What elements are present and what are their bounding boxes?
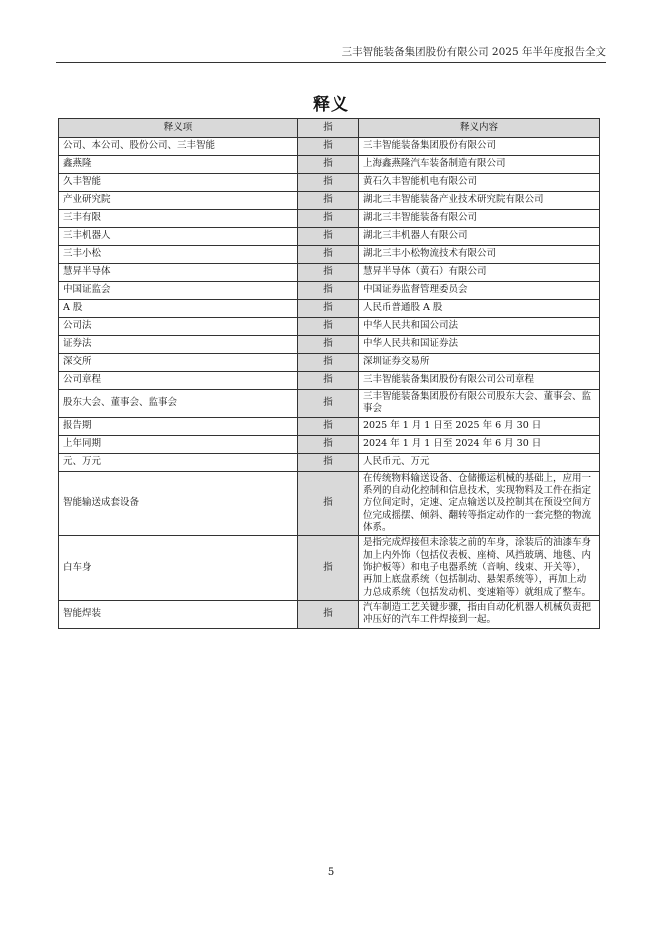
row-mark: 指 [298, 246, 359, 264]
row-term: 中国证监会 [59, 282, 298, 300]
row-term: 三丰小松 [59, 246, 298, 264]
page-number: 5 [327, 867, 335, 878]
column-header-mark: 指 [298, 119, 359, 138]
row-definition: 在传统物料输送设备、仓储搬运机械的基础上，应用一系列的自动化控制和信息技术，实现物料及工件在指定方位间定时，定速、定点输送以及控制其在预设空间方位完成摇摆、倾斜、翻转等指定动作的一套完整的物流体系。 [359, 471, 600, 536]
row-term: 公司章程 [59, 372, 298, 390]
row-term: 证券法 [59, 336, 298, 354]
glossary-body [59, 138, 600, 629]
row-term: 公司法 [59, 318, 298, 336]
table-row [59, 417, 600, 435]
row-term: 上年同期 [59, 435, 298, 453]
row-mark: 指 [298, 174, 359, 192]
row-mark: 指 [298, 601, 359, 629]
glossary-table [58, 118, 600, 629]
row-term: 深交所 [59, 354, 298, 372]
table-row [59, 601, 600, 629]
row-definition: 三丰智能装备集团股份有限公司股东大会、董事会、监事会 [359, 390, 600, 418]
row-definition: 湖北三丰智能装备产业技术研究院有限公司 [359, 192, 600, 210]
row-definition: 中华人民共和国公司法 [359, 318, 600, 336]
row-mark: 指 [298, 210, 359, 228]
row-definition: 2024 年 1 月 1 日至 2024 年 6 月 30 日 [359, 435, 600, 453]
row-term: 鑫燕隆 [59, 156, 298, 174]
table-row [59, 246, 600, 264]
row-mark: 指 [298, 264, 359, 282]
table-row [59, 228, 600, 246]
row-definition: 是指完成焊接但未涂装之前的车身，涂装后的油漆车身加上内外饰（包括仪表板、座椅、风挡玻璃、地毯、内饰护板等）和电子电器系统（音响、线束、开关等），再加上底盘系统（包括制动、悬架系统等），再加上动力总成系统（包括发动机、变速箱等）就组成了整车。 [359, 536, 600, 601]
row-definition: 汽车制造工艺关键步骤，指由自动化机器人机械负责把冲压好的汽车工件焊接到一起。 [359, 601, 600, 629]
row-mark: 指 [298, 336, 359, 354]
row-term: 智能输送成套设备 [59, 471, 298, 536]
row-definition: 湖北三丰小松物流技术有限公司 [359, 246, 600, 264]
row-mark: 指 [298, 417, 359, 435]
table-row [59, 282, 600, 300]
table-row [59, 453, 600, 471]
row-mark: 指 [298, 536, 359, 601]
table-row [59, 210, 600, 228]
table-row [59, 390, 600, 418]
table-row [59, 336, 600, 354]
row-term: 久丰智能 [59, 174, 298, 192]
table-row [59, 264, 600, 282]
row-definition: 湖北三丰智能装备有限公司 [359, 210, 600, 228]
column-header-term: 释义项 [59, 119, 298, 138]
row-mark: 指 [298, 354, 359, 372]
row-mark: 指 [298, 282, 359, 300]
column-header-definition: 释义内容 [359, 119, 600, 138]
row-term: A 股 [59, 300, 298, 318]
row-mark: 指 [298, 372, 359, 390]
row-mark: 指 [298, 471, 359, 536]
row-mark: 指 [298, 156, 359, 174]
table-row [59, 354, 600, 372]
row-definition: 深圳证券交易所 [359, 354, 600, 372]
table-row [59, 174, 600, 192]
row-mark: 指 [298, 453, 359, 471]
row-mark: 指 [298, 192, 359, 210]
table-header-row [59, 119, 600, 138]
row-definition: 三丰智能装备集团股份有限公司公司章程 [359, 372, 600, 390]
row-definition: 湖北三丰机器人有限公司 [359, 228, 600, 246]
row-mark: 指 [298, 435, 359, 453]
row-mark: 指 [298, 138, 359, 156]
row-term: 报告期 [59, 417, 298, 435]
row-term: 三丰有限 [59, 210, 298, 228]
row-mark: 指 [298, 300, 359, 318]
row-mark: 指 [298, 390, 359, 418]
row-definition: 中国证券监督管理委员会 [359, 282, 600, 300]
row-term: 三丰机器人 [59, 228, 298, 246]
row-definition: 三丰智能装备集团股份有限公司 [359, 138, 600, 156]
row-term: 公司、本公司、股份公司、三丰智能 [59, 138, 298, 156]
row-term: 元、万元 [59, 453, 298, 471]
row-mark: 指 [298, 318, 359, 336]
table-row [59, 318, 600, 336]
row-definition: 人民币普通股 A 股 [359, 300, 600, 318]
row-term: 股东大会、董事会、监事会 [59, 390, 298, 418]
row-definition: 中华人民共和国证券法 [359, 336, 600, 354]
row-definition: 人民币元、万元 [359, 453, 600, 471]
row-definition: 2025 年 1 月 1 日至 2025 年 6 月 30 日 [359, 417, 600, 435]
table-row [59, 372, 600, 390]
table-row [59, 192, 600, 210]
row-term: 产业研究院 [59, 192, 298, 210]
page-title: 释义 [313, 95, 349, 115]
row-definition: 黄石久丰智能机电有限公司 [359, 174, 600, 192]
row-definition: 慧昇半导体（黄石）有限公司 [359, 264, 600, 282]
table-row [59, 300, 600, 318]
row-definition: 上海鑫燕隆汽车装备制造有限公司 [359, 156, 600, 174]
table-row [59, 156, 600, 174]
table-row [59, 138, 600, 156]
header-divider [56, 62, 606, 63]
table-row [59, 471, 600, 536]
document-header: 三丰智能装备集团股份有限公司 2025 年半年度报告全文 [341, 46, 606, 58]
row-mark: 指 [298, 228, 359, 246]
row-term: 智能焊装 [59, 601, 298, 629]
table-row [59, 435, 600, 453]
table-row [59, 536, 600, 601]
row-term: 白车身 [59, 536, 298, 601]
row-term: 慧昇半导体 [59, 264, 298, 282]
